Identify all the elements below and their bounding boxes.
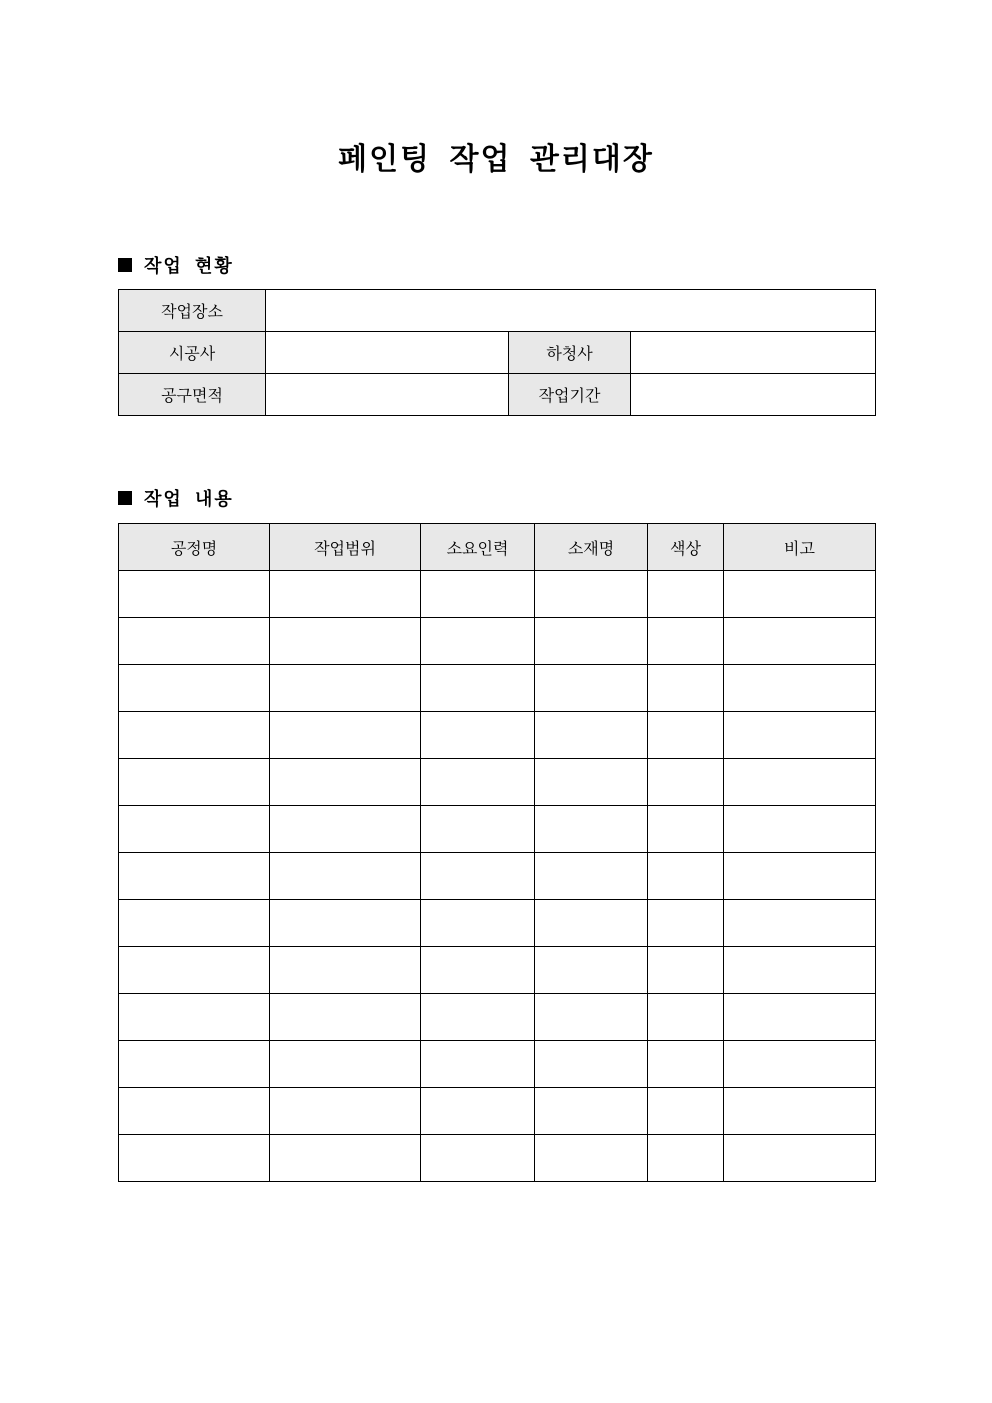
process-cell[interactable] — [119, 665, 270, 712]
manpower-cell[interactable] — [421, 1088, 535, 1135]
material-cell[interactable] — [535, 806, 648, 853]
table-row — [119, 806, 876, 853]
remarks-cell[interactable] — [724, 806, 876, 853]
color-cell[interactable] — [648, 853, 724, 900]
remarks-cell[interactable] — [724, 665, 876, 712]
material-cell[interactable] — [535, 759, 648, 806]
scope-cell[interactable] — [270, 947, 421, 994]
area-field[interactable] — [266, 374, 509, 416]
column-header-material: 소재명 — [535, 524, 648, 571]
table-row — [119, 1088, 876, 1135]
table-row — [119, 290, 876, 332]
work-content-table — [118, 523, 876, 1182]
table-row — [119, 618, 876, 665]
table-row — [119, 665, 876, 712]
remarks-cell[interactable] — [724, 618, 876, 665]
table-row — [119, 853, 876, 900]
column-header-scope: 작업범위 — [270, 524, 421, 571]
contractor-field[interactable] — [266, 332, 509, 374]
section-heading-label: 작업 내용 — [144, 489, 234, 510]
manpower-cell[interactable] — [421, 947, 535, 994]
remarks-cell[interactable] — [724, 571, 876, 618]
table-row — [119, 332, 876, 374]
remarks-cell[interactable] — [724, 1135, 876, 1182]
manpower-cell[interactable] — [421, 994, 535, 1041]
material-cell[interactable] — [535, 947, 648, 994]
manpower-cell[interactable] — [421, 806, 535, 853]
material-cell[interactable] — [535, 618, 648, 665]
table-row — [119, 947, 876, 994]
scope-cell[interactable] — [270, 712, 421, 759]
remarks-cell[interactable] — [724, 900, 876, 947]
scope-cell[interactable] — [270, 1088, 421, 1135]
material-cell[interactable] — [535, 571, 648, 618]
process-cell[interactable] — [119, 900, 270, 947]
remarks-cell[interactable] — [724, 1088, 876, 1135]
process-cell[interactable] — [119, 947, 270, 994]
manpower-cell[interactable] — [421, 759, 535, 806]
process-cell[interactable] — [119, 1135, 270, 1182]
section-heading-label: 작업 현황 — [144, 256, 234, 277]
remarks-cell[interactable] — [724, 712, 876, 759]
work-status-table — [118, 289, 876, 416]
process-cell[interactable] — [119, 1088, 270, 1135]
scope-cell[interactable] — [270, 806, 421, 853]
remarks-cell[interactable] — [724, 759, 876, 806]
scope-cell[interactable] — [270, 994, 421, 1041]
color-cell[interactable] — [648, 994, 724, 1041]
column-header-color: 색상 — [648, 524, 724, 571]
process-cell[interactable] — [119, 806, 270, 853]
manpower-cell[interactable] — [421, 900, 535, 947]
area-label: 공구면적 — [119, 374, 266, 416]
process-cell[interactable] — [119, 853, 270, 900]
scope-cell[interactable] — [270, 900, 421, 947]
color-cell[interactable] — [648, 900, 724, 947]
color-cell[interactable] — [648, 571, 724, 618]
process-cell[interactable] — [119, 994, 270, 1041]
color-cell[interactable] — [648, 806, 724, 853]
color-cell[interactable] — [648, 665, 724, 712]
subcontractor-field[interactable] — [631, 332, 876, 374]
color-cell[interactable] — [648, 618, 724, 665]
scope-cell[interactable] — [270, 1135, 421, 1182]
color-cell[interactable] — [648, 947, 724, 994]
material-cell[interactable] — [535, 900, 648, 947]
square-bullet-icon — [118, 491, 132, 505]
location-field[interactable] — [266, 290, 876, 332]
column-header-remarks: 비고 — [724, 524, 876, 571]
color-cell[interactable] — [648, 1088, 724, 1135]
contractor-label: 시공사 — [119, 332, 266, 374]
material-cell[interactable] — [535, 665, 648, 712]
manpower-cell[interactable] — [421, 1041, 535, 1088]
process-cell[interactable] — [119, 712, 270, 759]
color-cell[interactable] — [648, 1135, 724, 1182]
material-cell[interactable] — [535, 1135, 648, 1182]
process-cell[interactable] — [119, 571, 270, 618]
process-cell[interactable] — [119, 759, 270, 806]
material-cell[interactable] — [535, 994, 648, 1041]
manpower-cell[interactable] — [421, 1135, 535, 1182]
square-bullet-icon — [118, 258, 132, 272]
remarks-cell[interactable] — [724, 994, 876, 1041]
subcontractor-label: 하청사 — [509, 332, 631, 374]
scope-cell[interactable] — [270, 1041, 421, 1088]
color-cell[interactable] — [648, 1041, 724, 1088]
color-cell[interactable] — [648, 759, 724, 806]
material-cell[interactable] — [535, 1088, 648, 1135]
remarks-cell[interactable] — [724, 947, 876, 994]
remarks-cell[interactable] — [724, 853, 876, 900]
material-cell[interactable] — [535, 1041, 648, 1088]
column-header-manpower: 소요인력 — [421, 524, 535, 571]
table-row — [119, 994, 876, 1041]
table-row — [119, 571, 876, 618]
table-row — [119, 374, 876, 416]
color-cell[interactable] — [648, 712, 724, 759]
location-label: 작업장소 — [119, 290, 266, 332]
material-cell[interactable] — [535, 853, 648, 900]
process-cell[interactable] — [119, 618, 270, 665]
column-header-process: 공정명 — [119, 524, 270, 571]
material-cell[interactable] — [535, 712, 648, 759]
scope-cell[interactable] — [270, 759, 421, 806]
scope-cell[interactable] — [270, 853, 421, 900]
table-row — [119, 759, 876, 806]
section-heading-content — [118, 485, 234, 511]
manpower-cell[interactable] — [421, 618, 535, 665]
manpower-cell[interactable] — [421, 853, 535, 900]
manpower-cell[interactable] — [421, 665, 535, 712]
remarks-cell[interactable] — [724, 1041, 876, 1088]
manpower-cell[interactable] — [421, 571, 535, 618]
scope-cell[interactable] — [270, 571, 421, 618]
manpower-cell[interactable] — [421, 712, 535, 759]
process-cell[interactable] — [119, 1041, 270, 1088]
table-header-row — [119, 524, 876, 571]
table-row — [119, 1041, 876, 1088]
scope-cell[interactable] — [270, 665, 421, 712]
period-label: 작업기간 — [509, 374, 631, 416]
scope-cell[interactable] — [270, 618, 421, 665]
document-title: 페인팅 작업 관리대장 — [338, 142, 654, 177]
table-row — [119, 1135, 876, 1182]
table-row — [119, 900, 876, 947]
table-row — [119, 712, 876, 759]
section-heading-status — [118, 252, 234, 278]
period-field[interactable] — [631, 374, 876, 416]
